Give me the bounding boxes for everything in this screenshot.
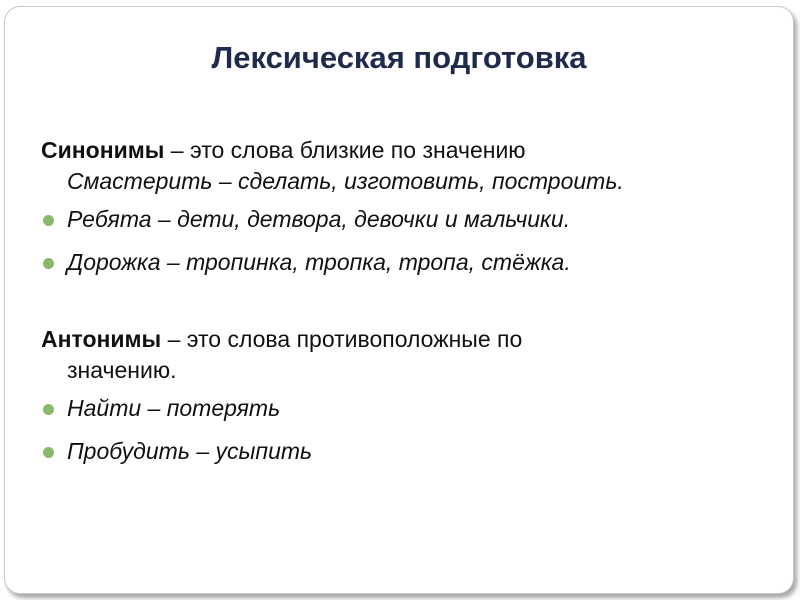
bullet-dot-icon xyxy=(43,258,54,269)
antonyms-definition-text: – это слова противоположные по xyxy=(161,326,523,352)
slide-title: Лексическая подготовка xyxy=(211,40,587,75)
synonyms-definition-text: – это слова близкие по значению xyxy=(164,137,526,163)
antonyms-definition xyxy=(41,324,761,386)
list-item xyxy=(41,247,761,278)
slide-content xyxy=(41,135,761,479)
list-item xyxy=(41,204,761,235)
antonyms-bullet-2: Пробудить – усыпить xyxy=(67,438,313,464)
synonyms-bullet-2: Дорожка – тропинка, тропка, тропа, стёжка. xyxy=(67,249,571,275)
list-item xyxy=(41,393,761,424)
antonyms-term: Антонимы xyxy=(41,326,162,352)
section-gap xyxy=(41,290,761,324)
bullet-dot-icon xyxy=(43,404,54,415)
synonyms-definition xyxy=(41,135,761,197)
antonyms-bullet-1: Найти – потерять xyxy=(67,395,281,421)
bullet-dot-icon xyxy=(43,447,54,458)
synonyms-term: Синонимы xyxy=(41,137,165,163)
synonyms-bullet-1: Ребята – дети, детвора, девочки и мальчики. xyxy=(67,206,571,232)
slide xyxy=(4,6,794,594)
bullet-dot-icon xyxy=(43,215,54,226)
list-item xyxy=(41,436,761,467)
antonyms-definition-cont: значению. xyxy=(67,357,177,383)
synonyms-example: Смастерить – сделать, изготовить, построить. xyxy=(67,168,624,194)
